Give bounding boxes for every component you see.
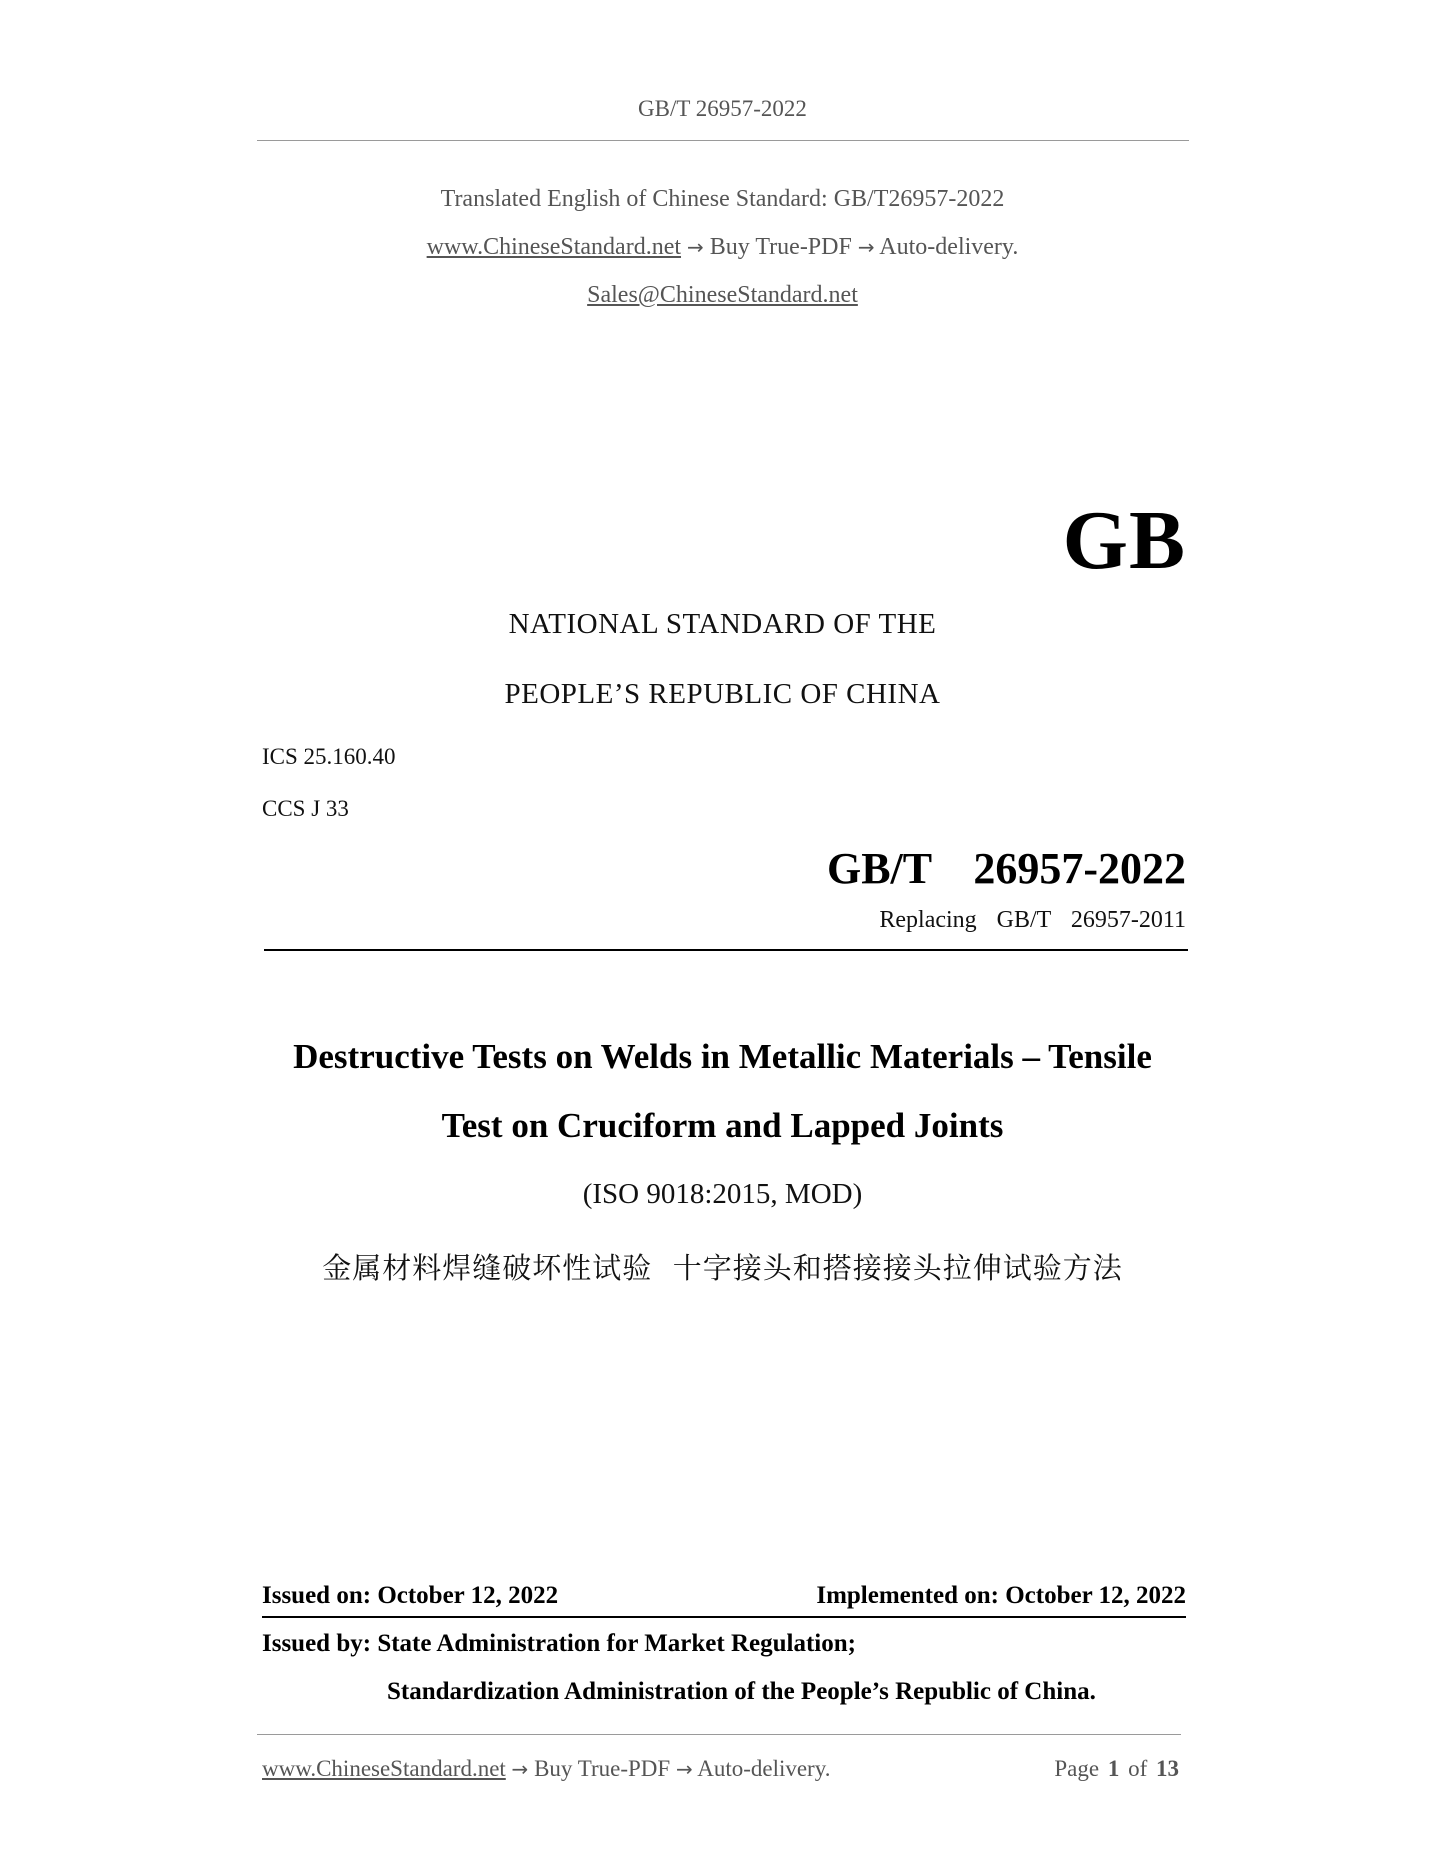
purchase-line xyxy=(0,234,1445,261)
arrow-right-icon: → xyxy=(857,235,875,259)
translation-notice: Translated English of Chinese Standard: GB/T26957-2022 xyxy=(440,186,1005,212)
page-of: of xyxy=(1128,1756,1148,1781)
standard-divider xyxy=(264,949,1188,951)
arrow-right-icon: → xyxy=(675,1757,693,1781)
arrow-right-icon: → xyxy=(511,1757,529,1781)
iso-reference: (ISO 9018:2015, MOD) xyxy=(582,1178,863,1210)
sales-line xyxy=(0,282,1445,309)
issued-by-line-2: Standardization Administration of the People’s Republic of China. xyxy=(387,1678,1096,1705)
ics-code: ICS 25.160.40 xyxy=(262,744,396,769)
dates-divider xyxy=(262,1616,1186,1618)
national-standard-line-1: NATIONAL STANDARD OF THE xyxy=(508,608,937,640)
national-standard-line-2: PEOPLE’S REPUBLIC OF CHINA xyxy=(504,678,941,710)
buy-true-pdf-text: Buy True-PDF xyxy=(709,234,852,260)
issued-on-date: Issued on: October 12, 2022 xyxy=(262,1582,559,1609)
page-total: 13 xyxy=(1156,1756,1179,1781)
auto-delivery-text: Auto-delivery. xyxy=(879,234,1019,260)
site-link[interactable]: www.ChineseStandard.net xyxy=(426,234,682,260)
footer-buy-text: Buy True-PDF xyxy=(534,1756,671,1781)
page-current: 1 xyxy=(1107,1756,1120,1781)
header-divider xyxy=(257,140,1189,141)
arrow-right-icon: → xyxy=(687,235,704,259)
ccs-code: CCS J 33 xyxy=(262,796,349,821)
footer-delivery-text: Auto-delivery. xyxy=(697,1756,831,1781)
gb-mark: GB xyxy=(1062,494,1186,587)
title-line-2: Test on Cruciform and Lapped Joints xyxy=(441,1106,1004,1145)
footer-divider xyxy=(257,1734,1181,1735)
running-header-code: GB/T 26957-2022 xyxy=(638,96,807,121)
standard-number: GB/T 26957-2022 xyxy=(826,844,1186,893)
footer-purchase-line xyxy=(262,1756,830,1782)
issued-by-line-1: Issued by: State Administration for Market Regulation; xyxy=(262,1630,856,1657)
page-indicator xyxy=(1054,1756,1179,1782)
implemented-on-date: Implemented on: October 12, 2022 xyxy=(816,1582,1186,1609)
sales-email-link[interactable]: Sales@ChineseStandard.net xyxy=(587,282,858,308)
footer-site-link[interactable]: www.ChineseStandard.net xyxy=(262,1756,506,1781)
page-label: Page xyxy=(1054,1756,1100,1781)
replacing-note: Replacing GB/T 26957-2011 xyxy=(879,907,1186,933)
chinese-title: 金属材料焊缝破坏性试验 十字接头和搭接接头拉伸试验方法 xyxy=(322,1251,1123,1285)
title-line-1: Destructive Tests on Welds in Metallic Materials – Tensile xyxy=(293,1037,1152,1076)
